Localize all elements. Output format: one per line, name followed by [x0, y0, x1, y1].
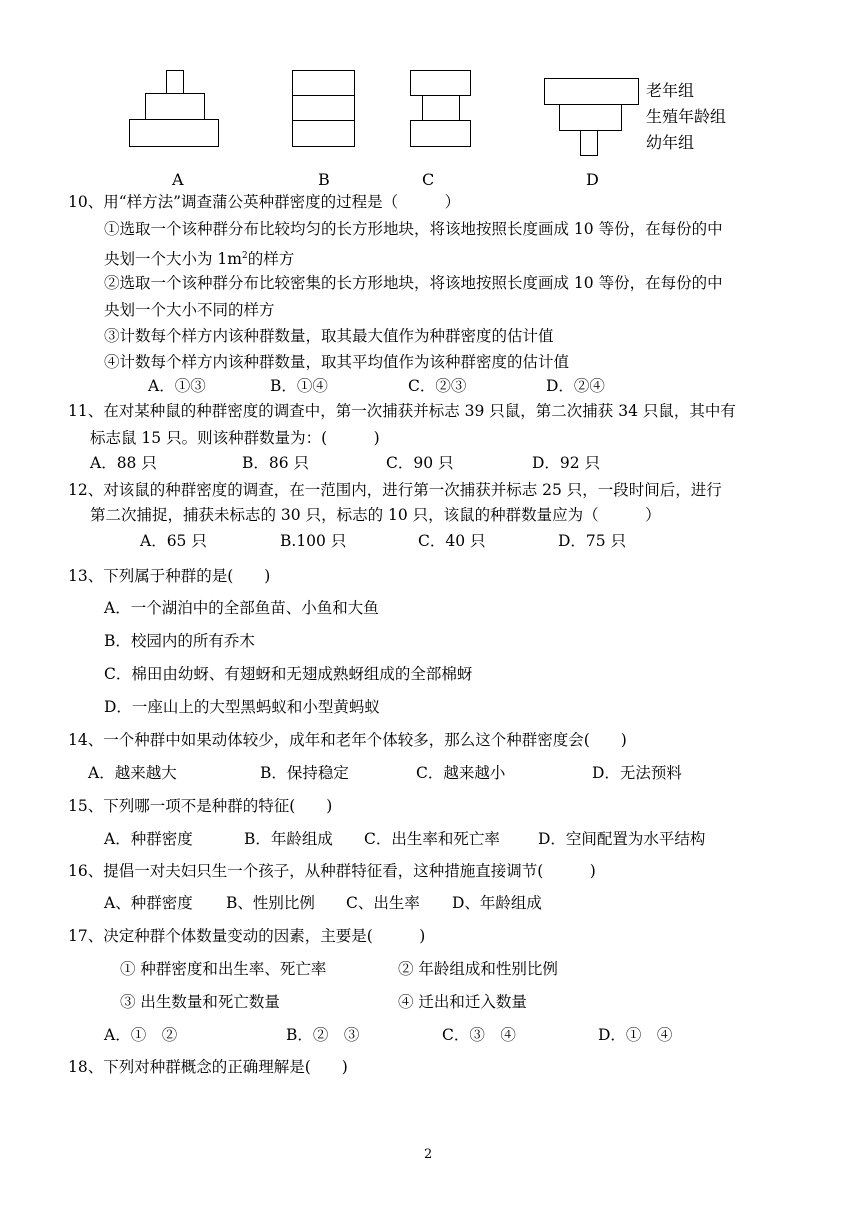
- q16-option-c: C、出生率: [346, 894, 420, 912]
- q12-stem-line2: 第二次捕捉，捕获未标志的 30 只，标志的 10 只，该鼠的种群数量应为（ ）: [90, 506, 661, 524]
- q10-option-d: D．②④: [546, 377, 605, 395]
- figure-a-old-bar: [166, 70, 184, 94]
- q13-option-d: D．一座山上的大型黑蚂蚁和小型黄蚂蚁: [104, 698, 380, 716]
- q17-option-c: C．③ ④: [442, 1026, 516, 1044]
- q16-option-b: B、性别比例: [226, 894, 315, 912]
- figure-label-c: C: [422, 170, 435, 189]
- figure-b-young-bar: [292, 120, 355, 147]
- q10-item2-line2: 央划一个大小不同的样方: [104, 301, 275, 319]
- q13-option-b: B．校园内的所有乔木: [104, 632, 255, 650]
- q14-stem: 14、一个种群中如果动体较少，成年和老年个体较多，那么这个种群密度会( ): [68, 731, 627, 749]
- legend-reproductive: 生殖年龄组: [646, 107, 727, 126]
- q12-stem-line1: 12、对该鼠的种群密度的调查，在一范围内，进行第一次捕获并标志 25 只，一段时间后，进行: [68, 481, 722, 499]
- q15-option-c: C．出生率和死亡率: [364, 830, 500, 848]
- legend-young: 幼年组: [646, 133, 695, 152]
- q10-superscript: 2: [242, 251, 248, 261]
- q17-option-d: D．① ④: [598, 1026, 673, 1044]
- q11-stem-line1: 11、在对某种鼠的种群密度的调查中，第一次捕获并标志 39 只鼠，第二次捕获 34 只鼠，其中有: [68, 402, 736, 420]
- q10-item1-line2: 央划一个大小为 $1m^2$的样方: [104, 250, 295, 269]
- q13-stem: 13、下列属于种群的是( ): [68, 567, 271, 585]
- q12-option-a: A．65 只: [140, 532, 207, 550]
- figure-c-young-bar: [410, 120, 471, 147]
- figure-label-d: D: [586, 170, 599, 189]
- q17-option-b: B．② ③: [286, 1026, 360, 1044]
- figure-c-old-bar: [410, 70, 471, 96]
- q18-stem: 18、下列对种群概念的正确理解是( ): [68, 1058, 348, 1076]
- q11-option-b: B．86 只: [242, 454, 310, 472]
- q10-item4: ④计数每个样方内该种群数量，取其平均值作为该种群密度的估计值: [104, 353, 570, 371]
- page-number: 2: [424, 1147, 433, 1162]
- figure-d-old-bar: [544, 78, 639, 105]
- q16-option-d: D、年龄组成: [452, 894, 542, 912]
- q14-option-c: C．越来越小: [416, 764, 506, 782]
- figure-label-b: B: [318, 170, 330, 189]
- q13-option-c: C．棉田由幼蚜、有翅蚜和无翅成熟蚜组成的全部棉蚜: [104, 665, 473, 683]
- q17-option-a: A．① ②: [104, 1026, 178, 1044]
- figure-label-a: A: [172, 170, 184, 189]
- figure-d-middle-bar: [559, 104, 622, 131]
- q10-stem: 10、用“样方法”调查蒲公英种群密度的过程是（ ）: [68, 193, 461, 211]
- figure-a-middle-bar: [145, 93, 205, 120]
- q10-item3: ③计数每个样方内该种群数量，取其最大值作为种群密度的估计值: [104, 327, 554, 345]
- q16-option-a: A、种群密度: [104, 894, 193, 912]
- q14-option-b: B．保持稳定: [260, 764, 349, 782]
- q11-option-a: A．88 只: [90, 454, 157, 472]
- q16-stem: 16、提倡一对夫妇只生一个孩子，从种群特征看，这种措施直接调节( ): [68, 862, 596, 880]
- q10-item2-line1: ②选取一个该种群分布比较密集的长方形地块，将该地按照长度画成 10 等份，在每份的中: [104, 274, 723, 292]
- figure-d-young-bar: [580, 130, 598, 156]
- q11-option-d: D．92 只: [532, 454, 601, 472]
- q12-option-d: D．75 只: [558, 532, 627, 550]
- q12-option-c: C．40 只: [418, 532, 486, 550]
- q10-item1-line1: ①选取一个该种群分布比较均匀的长方形地块，将该地按照长度画成 10 等份，在每份的中: [104, 220, 723, 238]
- legend-old: 老年组: [646, 81, 695, 100]
- q17-item-3: ③ 出生数量和死亡数量: [120, 993, 280, 1011]
- q13-option-a: A．一个湖泊中的全部鱼苗、小鱼和大鱼: [104, 599, 379, 617]
- q17-stem: 17、决定种群个体数量变动的因素，主要是( ): [68, 927, 426, 945]
- q14-option-a: A．越来越大: [88, 764, 177, 782]
- age-structure-figure: [0, 0, 860, 200]
- figure-c-middle-bar: [422, 95, 460, 121]
- q15-option-a: A．种群密度: [104, 830, 193, 848]
- q10-option-a: A．①③: [148, 377, 206, 395]
- q15-option-b: B．年龄组成: [244, 830, 333, 848]
- q14-option-d: D．无法预料: [592, 764, 682, 782]
- q15-option-d: D．空间配置为水平结构: [538, 830, 706, 848]
- figure-b-middle-bar: [292, 95, 355, 121]
- q11-option-c: C．90 只: [386, 454, 454, 472]
- figure-b-old-bar: [292, 70, 355, 96]
- q15-stem: 15、下列哪一项不是种群的特征( ): [68, 797, 333, 815]
- q17-item-1: ① 种群密度和出生率、死亡率: [120, 960, 327, 978]
- q10-option-c: C．②③: [408, 377, 467, 395]
- figure-a-young-bar: [129, 119, 219, 147]
- q12-option-b: B.100 只: [280, 532, 347, 550]
- q17-item-4: ④ 迁出和迁入数量: [398, 993, 527, 1011]
- q11-stem-line2: 标志鼠 15 只。则该种群数量为：( ): [90, 429, 380, 447]
- q10-option-b: B．①④: [270, 377, 328, 395]
- q17-item-2: ② 年龄组成和性别比例: [398, 960, 558, 978]
